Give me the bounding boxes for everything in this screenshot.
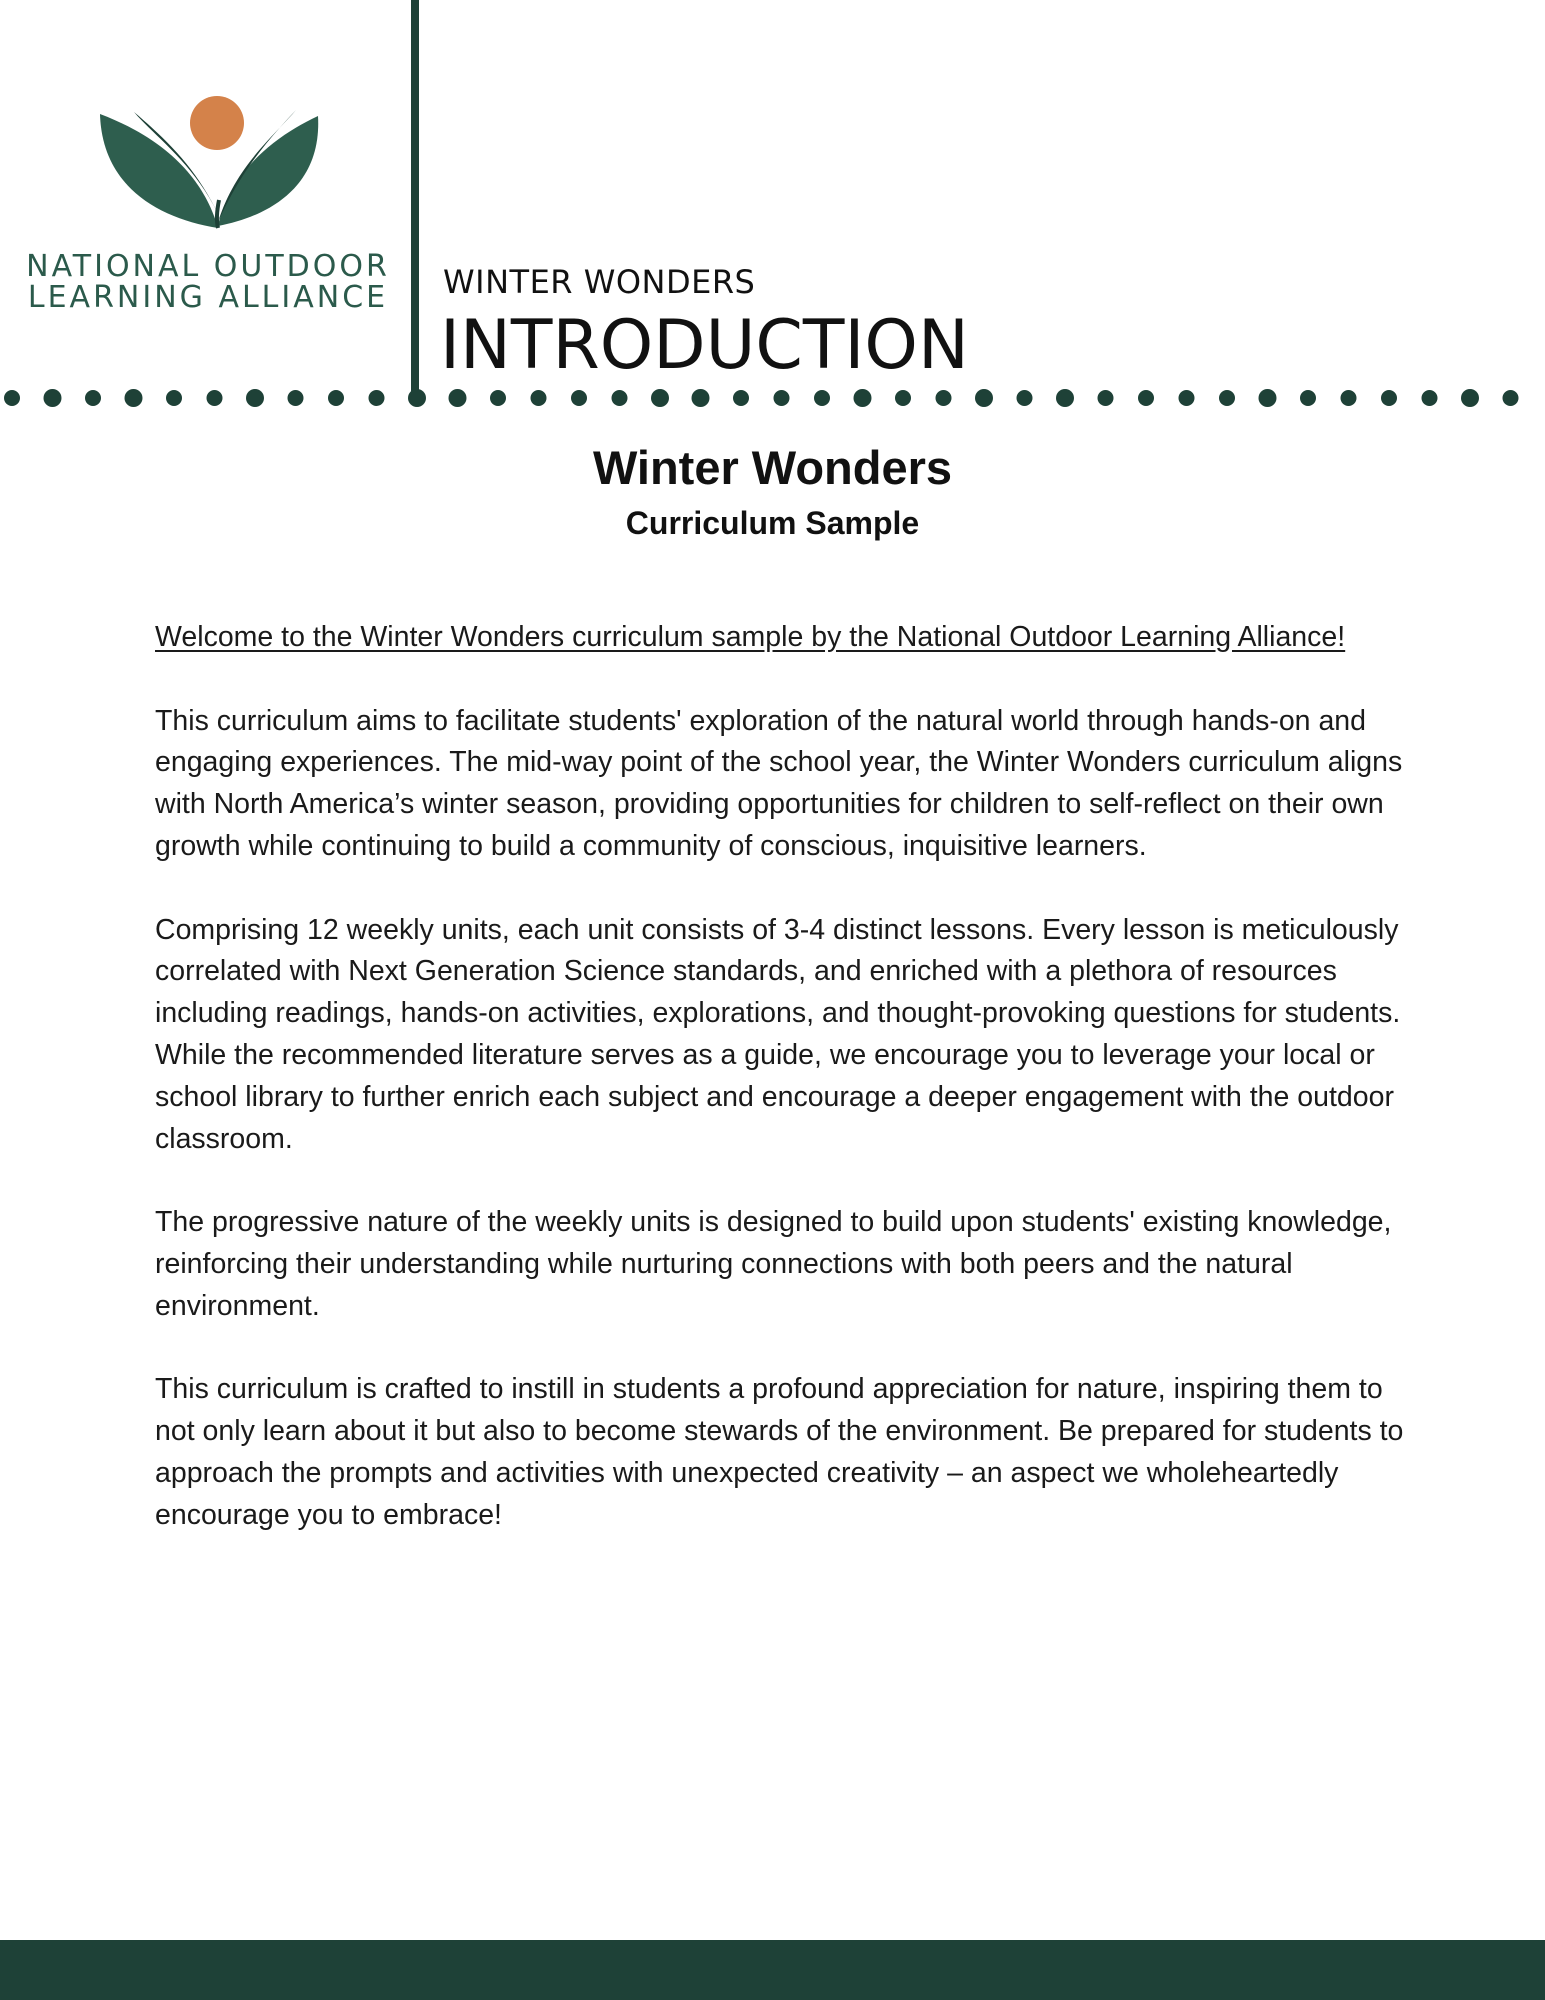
divider-dot [1503,390,1519,406]
divider-dot [651,389,669,407]
divider-dot [814,390,830,406]
divider-dot [1219,390,1235,406]
divider-dot [571,390,587,406]
document-subtitle: Curriculum Sample [625,505,920,541]
header-eyebrow: WINTER WONDERS [443,263,756,301]
welcome-line: Welcome to the Winter Wonders curriculum sample by the National Outdoor Learning Alliance! [155,621,1346,653]
divider-dot [774,390,790,406]
document-body [155,617,1410,1578]
divider-dot [854,389,872,407]
sun-icon [190,96,244,150]
paragraph: This curriculum is crafted to instill in students a profound appreciation for nature, inspiring them to not only learn about it but also to become stewards of the environment. Be prepared for students to approach the prompts and activities with unexpected creativity – an aspect we wholeheartedly encourage you to embrace! [155,1373,1404,1531]
divider-dot [246,389,264,407]
divider-dot [328,390,344,406]
divider-dot [733,390,749,406]
divider-dot [1017,390,1033,406]
divider-dot [1098,390,1114,406]
dotted-divider [0,386,1545,410]
divider-dot [408,389,426,407]
divider-dot [1138,390,1154,406]
divider-dot [1422,390,1438,406]
paragraph: This curriculum aims to facilitate students' exploration of the natural world through hands-on and engaging experiences. The mid-way point of the school year, the Winter Wonders curriculum aligns with North America’s winter season, providing opportunities for children to self-reflect on their own growth while continuing to build a community of conscious, inquisitive learners. [155,704,1403,862]
divider-dot [531,390,547,406]
divider-dot [1179,390,1195,406]
divider-dot [4,390,20,406]
divider-dot [612,390,628,406]
divider-dot [85,390,101,406]
divider-dot [1381,390,1397,406]
divider-dot [895,390,911,406]
divider-dot [207,390,223,406]
brand-logo [0,0,410,330]
divider-dot [1056,389,1074,407]
divider-dot [449,389,467,407]
divider-dot [44,389,62,407]
paragraph: The progressive nature of the weekly units is designed to build upon students' existing knowledge, reinforcing their understanding while nurturing connections with both peers and the natural environment. [155,1206,1392,1322]
divider-dot [1461,389,1479,407]
divider-dot [490,390,506,406]
divider-dot [975,389,993,407]
document-title: Winter Wonders [592,441,953,494]
divider-dot [166,390,182,406]
divider-dot [1300,390,1316,406]
brand-name-line1: NATIONAL OUTDOOR [26,249,390,284]
paragraph: Comprising 12 weekly units, each unit consists of 3-4 distinct lessons. Every lesson is meticulously correlated with Next Generation Science standards, and enriched with a plethora of resources including readings, hands-on activities, explorations, and thought-provoking questions for students. While the recommended literature serves as a guide, we encourage you to leverage your local or school library to further enrich each subject and encourage a deeper engagement with the outdoor classroom. [155,913,1401,1155]
brand-name-line2: LEARNING ALLIANCE [27,280,389,315]
divider-dot [936,390,952,406]
divider-dot [1341,390,1357,406]
divider-dot [125,389,143,407]
divider-dot [288,390,304,406]
divider-dot [1259,389,1277,407]
divider-dot [692,389,710,407]
page-title: INTRODUCTION [440,306,969,385]
header-divider [411,0,419,404]
divider-dot [369,390,385,406]
brand-name [20,251,396,313]
leaves-and-sun-logo-icon [96,90,322,240]
footer-band [0,1940,1545,2000]
